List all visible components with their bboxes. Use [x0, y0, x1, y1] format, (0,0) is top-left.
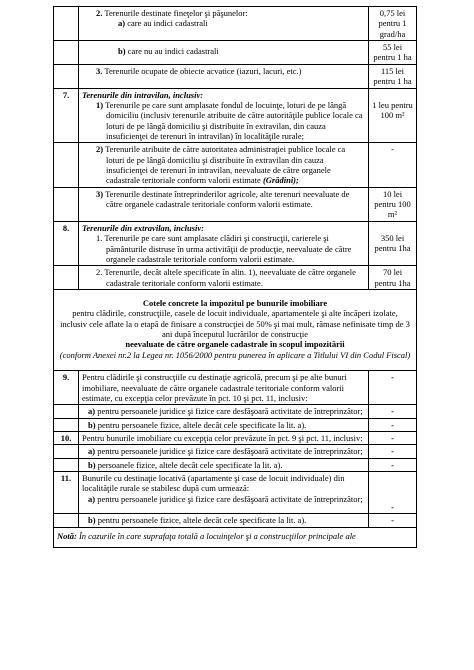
section-bold-line: neevaluate de către organele cadastrale în scopul impozitării [125, 339, 345, 350]
table-row: b) persoanele fizice, altele decât cele specificate la lit. a). - [54, 458, 417, 471]
table-row: a) pentru persoanele juridice şi fizice care desfăşoară activitate de întreprinzător; - [54, 405, 417, 418]
tax-rates-table [53, 6, 417, 548]
row-heading: Terenurile din extravilan, inclusiv: [82, 222, 205, 233]
row-text: Terenurile destinate fineţelor şi păşunelor: [104, 8, 248, 18]
note-row [54, 527, 417, 547]
rate-value: 350 lei pentru 1ha [374, 232, 411, 254]
table-row: b) care nu au indici cadastrali 55 lei pentru 1 ha [54, 41, 417, 65]
rate-value: 1 leu pentru 100 m² [372, 99, 413, 120]
rate-value: - [369, 445, 417, 458]
table-row: 3) Terenurile destinate întreprinderilor agricole, alte terenuri neevaluate de către organele cadastrale teritoriale conform valorii estimate. 10 lei pentru 100 m² [54, 187, 417, 221]
table-row: 2. Terenurile destinate fineţelor şi păşunelor: a) care au indici cadastrali 0,75 lei pentru 1 grad/ha [54, 7, 417, 41]
table-row: a) pentru persoanele juridice şi fizice care desfăşoară activitate de întreprinzător; - [54, 445, 417, 458]
rate-value: 55 lei pentru 1 ha [369, 41, 417, 65]
table-row: b) pentru persoanele fizice, altele decât cele specificate la lit. a). - [54, 418, 417, 431]
section-body: pentru clădirile, construcţiile, casele de locuit individuale, apartamentele şi alte încăperi izolate, inclusiv cele aflate la o etapă de finisare a construcţiei de 50% şi mai mult, rămase nefinisate timp de 3 ani după începutul lucrărilor de construcţie [60, 308, 410, 340]
rate-value: - [369, 418, 417, 431]
row-heading: Terenurile din intravilan, inclusiv: [82, 89, 204, 100]
rate-value: - [369, 431, 417, 444]
rate-value: 0,75 lei pentru 1 grad/ha [369, 7, 417, 41]
table-row: 2) Terenurile atribuite de către autoritatea administraţiei publice locale ca loturi de pe lângă domiciliu şi distribuite în extravilan din cauza insuficienţei de terenuri în intravilan, neevaluate de către organele cadastrale teritoriale conform valorii estimate (Grădini); - [54, 143, 417, 187]
table-row: 7. Terenurile din intravilan, inclusiv: 1) Terenurile pe care sunt amplasate fondul de locuinţe, loturi de pe lângă domiciliu (inclusiv terenurile atribuite de către autorităţile publice locale ca loturi de pe lângă domiciliu şi distribuite în extravilan, din cauza insuficienţei de terenuri în intravilan) în localităţile rurale; 1 leu pentru 100 m² [54, 88, 417, 143]
table-row: 10. Pentru bunurile imobiliare cu excepţia celor prevăzute în pct. 9 şi pct. 11, inclusiv: - [54, 431, 417, 444]
rate-value: - [369, 405, 417, 418]
table-row: b) pentru persoanele fizice, altele decât cele specificate la lit. a). - [54, 514, 417, 527]
rate-value: - [391, 502, 394, 513]
table-row: 8. Terenurile din extravilan, inclusiv: 1. Terenurile pe care sunt amplasate clădiri şi construcţii, carierele şi pământurile distruse în urma activităţii de producţie, neevaluate de către organele cadastrale teritoriale conform valorii estimate. 350 lei pentru 1ha [54, 221, 417, 265]
rate-value: 70 lei pentru 1ha [369, 266, 417, 290]
section-italic-line: (conform Anexei nr.2 la Legea nr. 1056/2000 pentru punerea în aplicare a Titlului VI din Codul Fiscal) [59, 349, 411, 360]
rate-value: - [369, 514, 417, 527]
rate-value: - [369, 371, 417, 405]
note-text: În cazurile în care suprafaţa totală a locuinţelor şi a construcţiilor principale ale [78, 530, 356, 541]
table-row: 3. Terenurile ocupate de obiecte acvatice (iazuri, lacuri, etc.) 115 lei pentru 1 ha [54, 64, 417, 88]
rate-value: 10 lei pentru 100 m² [369, 187, 417, 221]
section-title: Cotele concrete la impozitul pe bunurile imobiliare [142, 297, 328, 308]
note-label: Notă: [57, 530, 77, 541]
rate-value: 115 lei pentru 1 ha [369, 64, 417, 88]
table-row: 11. Bunurile cu destinaţie locativă (apartamente şi case de locuit individuale) din localităţile rurale se stabilesc după cum urmează: a) pentru persoanele juridice şi fizice care desfăşoară activitate de întreprinzător; - [54, 472, 417, 514]
section-header-row [54, 289, 417, 370]
rate-value: - [369, 458, 417, 471]
rate-value: - [369, 143, 417, 187]
table-row: 9. Pentru clădirile şi construcţiile cu destinaţie agricolă, precum şi pe alte bunuri imobiliare, neevaluate de către organele cadastrale teritoriale conform valorii estimate, cu excepţia celor prevăzute în pct. 10 şi pct. 11, inclusiv: - [54, 371, 417, 405]
table-row: 2. Terenurile, decât altele specificate în alin. 1), neevaluate de către organele cadastrale teritoriale conform valorii estimate. 70 lei pentru 1ha [54, 266, 417, 290]
